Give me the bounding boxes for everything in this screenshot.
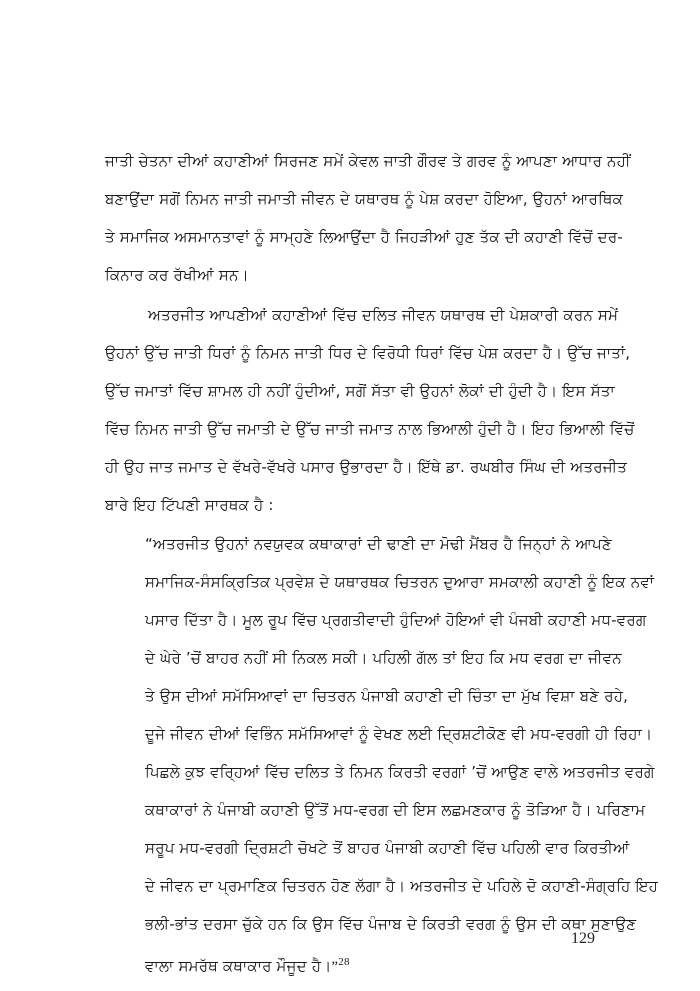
quote-last-text: ਵਾਲਾ ਸਮਰੱਥ ਕਥਾਕਾਰ ਮੌਜੂਦ ਹੈ। xyxy=(145,957,332,975)
quote-line-1: “ਅਤਰਜੀਤ ਉਹਨਾਂ ਨਵਯੁਵਕ ਕਥਾਕਾਰਾਂ ਦੀ ਢਾਣੀ ਦਾ ਮੋਢੀ ਮੈਂਬਰ ਹੈ ਜਿਨ੍ਹਾਂ ਨੇ ਆਪਣੇ xyxy=(145,535,612,553)
footnote-reference: 28 xyxy=(338,956,350,968)
quote-line-11: ਭਲੀ-ਭਾਂਤ ਦਰਸਾ ਚੁੱਕੇ ਹਨ ਕਿ ਉਸ ਵਿੱਚ ਪੰਜਾਬ ਦੇ ਕਿਰਤੀ ਵਰਗ ਨੂੰ ਉਸ ਦੀ ਕਥਾ ਸੁਣਾਉਣ xyxy=(145,915,637,933)
quote-line-9: ਸਰੂਪ ਮਧ-ਵਰਗੀ ਦ੍ਰਿਸ਼ਟੀ ਚੋਖਟੇ ਤੋਂ ਬਾਹਰ ਪੰਜਾਬੀ ਕਹਾਣੀ ਵਿੱਚ ਪਹਿਲੀ ਵਾਰ ਕਿਰਤੀਆਂ xyxy=(145,839,630,857)
paragraph-2-line-1: ਅਤਰਜੀਤ ਆਪਣੀਆਂ ਕਹਾਣੀਆਂ ਵਿੱਚ ਦਲਿਤ ਜੀਵਨ ਯਥਾਰਥ ਦੀ ਪੇਸ਼ਕਾਰੀ ਕਰਨ ਸਮੇਂ xyxy=(148,306,619,324)
quote-line-5: ਤੇ ਉਸ ਦੀਆਂ ਸਮੱਸਿਆਵਾਂ ਦਾ ਚਿਤਰਨ ਪੰਜਾਬੀ ਕਹਾਣੀ ਦੀ ਚਿੰਤਾ ਦਾ ਮੁੱਖ ਵਿਸ਼ਾ ਬਣੇ ਰਹੇ, xyxy=(145,687,629,705)
paragraph-2-line-6: ਬਾਰੇ ਇਹ ਟਿੱਪਣੀ ਸਾਰਥਕ ਹੈ : xyxy=(105,496,274,514)
paragraph-2-line-5: ਹੀ ਉਹ ਜਾਤ ਜਮਾਤ ਦੇ ਵੱਖਰੇ-ਵੱਖਰੇ ਪਸਾਰ ਉਭਾਰਦਾ ਹੈ। ਇੱਥੇ ਡਾ. ਰਘਬੀਰ ਸਿੰਘ ਦੀ ਅਤਰਜੀਤ xyxy=(105,458,628,476)
quote-line-7: ਪਿਛਲੇ ਕੁਝ ਵਰ੍ਹਿਆਂ ਵਿੱਚ ਦਲਿਤ ਤੇ ਨਿਮਨ ਕਿਰਤੀ ਵਰਗਾਂ ’ਚੋਂ ਆਉਣ ਵਾਲੇ ਅਤਰਜੀਤ ਵਰਗੇ xyxy=(145,763,655,781)
paragraph-1-line-3: ਤੇ ਸਮਾਜਿਕ ਅਸਮਾਨਤਾਵਾਂ ਨੂੰ ਸਾਮ੍ਹਣੇ ਲਿਆਉਂਦਾ ਹੈ ਜਿਹੜੀਆਂ ਹੁਣ ਤੱਕ ਦੀ ਕਹਾਣੀ ਵਿੱਚੋਂ ਦਰ- xyxy=(105,228,623,246)
quote-line-6: ਦੂਜੇ ਜੀਵਨ ਦੀਆਂ ਵਿਭਿੰਨ ਸਮੱਸਿਆਵਾਂ ਨੂੰ ਵੇਖਣ ਲਈ ਦ੍ਰਿਸ਼ਟੀਕੋਣ ਵੀ ਮਧ-ਵਰਗੀ ਹੀ ਰਿਹਾ। xyxy=(145,725,653,743)
paragraph-2-line-3: ਉੱਚ ਜਮਾਤਾਂ ਵਿੱਚ ਸ਼ਾਮਲ ਹੀ ਨਹੀਂ ਹੁੰਦੀਆਂ, ਸਗੋਂ ਸੱਤਾ ਵੀ ਉਹਨਾਂ ਲੋਕਾਂ ਦੀ ਹੁੰਦੀ ਹੈ। ਇਸ ਸੱਤਾ xyxy=(105,382,615,400)
quote-line-4: ਦੇ ਘੇਰੇ ’ਚੋਂ ਬਾਹਰ ਨਹੀਂ ਸੀ ਨਿਕਲ ਸਕੀ। ਪਹਿਲੀ ਗੱਲ ਤਾਂ ਇਹ ਕਿ ਮਧ ਵਰਗ ਦਾ ਜੀਵਨ xyxy=(145,649,622,667)
paragraph-1-line-2: ਬਣਾਉਂਦਾ ਸਗੋਂ ਨਿਮਨ ਜਾਤੀ ਜਮਾਤੀ ਜੀਵਨ ਦੇ ਯਥਾਰਥ ਨੂੰ ਪੇਸ਼ ਕਰਦਾ ਹੋਇਆ, ਉਹਨਾਂ ਆਰਥਿਕ xyxy=(105,190,624,208)
quote-line-12 xyxy=(145,952,596,977)
quote-line-10: ਦੇ ਜੀਵਨ ਦਾ ਪ੍ਰਮਾਣਿਕ ਚਿਤਰਨ ਹੋਣ ਲੱਗਾ ਹੈ। ਅਤਰਜੀਤ ਦੇ ਪਹਿਲੇ ਦੋ ਕਹਾਣੀ-ਸੰਗ੍ਰਹਿ ਇਹ xyxy=(145,877,659,895)
closing-quote-mark: ” xyxy=(331,959,339,975)
paragraph-2-line-2: ਉਹਨਾਂ ਉੱਚ ਜਾਤੀ ਧਿਰਾਂ ਨੂੰ ਨਿਮਨ ਜਾਤੀ ਧਿਰ ਦੇ ਵਿਰੋਧੀ ਧਿਰਾਂ ਵਿੱਚ ਪੇਸ਼ ਕਰਦਾ ਹੈ। ਉੱਚ ਜਾਤਾਂ, xyxy=(105,344,631,362)
quote-line-8: ਕਥਾਕਾਰਾਂ ਨੇ ਪੰਜਾਬੀ ਕਹਾਣੀ ਉੱਤੋਂ ਮਧ-ਵਰਗ ਦੀ ਇਸ ਲਛਮਣਕਾਰ ਨੂੰ ਤੋੜਿਆ ਹੈ। ਪਰਿਣਾਮ xyxy=(145,801,646,819)
quote-line-2: ਸਮਾਜਿਕ-ਸੰਸਕ੍ਰਿਤਿਕ ਪ੍ਰਵੇਸ਼ ਦੇ ਯਥਾਰਥਕ ਚਿਤਰਨ ਦੁਆਰਾ ਸਮਕਾਲੀ ਕਹਾਣੀ ਨੂੰ ਇਕ ਨਵਾਂ xyxy=(145,573,655,591)
paragraph-1-line-4: ਕਿਨਾਰ ਕਰ ਰੱਖੀਆਂ ਸਨ। xyxy=(105,266,249,284)
paragraph-1-line-1: ਜਾਤੀ ਚੇਤਨਾ ਦੀਆਂ ਕਹਾਣੀਆਂ ਸਿਰਜਣ ਸਮੇਂ ਕੇਵਲ ਜਾਤੀ ਗੌਰਵ ਤੇ ਗਰਵ ਨੂੰ ਆਪਣਾ ਆਧਾਰ ਨਹੀਂ xyxy=(105,152,631,170)
page-number: 129 xyxy=(571,930,595,947)
quote-line-3: ਪਸਾਰ ਦਿੱਤਾ ਹੈ। ਮੂਲ ਰੂਪ ਵਿੱਚ ਪ੍ਰਗਤੀਵਾਦੀ ਹੁੰਦਿਆਂ ਹੋਇਆਂ ਵੀ ਪੰਜਬੀ ਕਹਾਣੀ ਮਧ-ਵਰਗ xyxy=(145,611,647,629)
paragraph-2-line-4: ਵਿੱਚ ਨਿਮਨ ਜਾਤੀ ਉੱਚ ਜਮਾਤੀ ਦੇ ਉੱਚ ਜਾਤੀ ਜਮਾਤ ਨਾਲ ਭਿਆਲੀ ਹੁੰਦੀ ਹੈ। ਇਹ ਭਿਆਲੀ ਵਿੱਚੋਂ xyxy=(105,420,635,438)
